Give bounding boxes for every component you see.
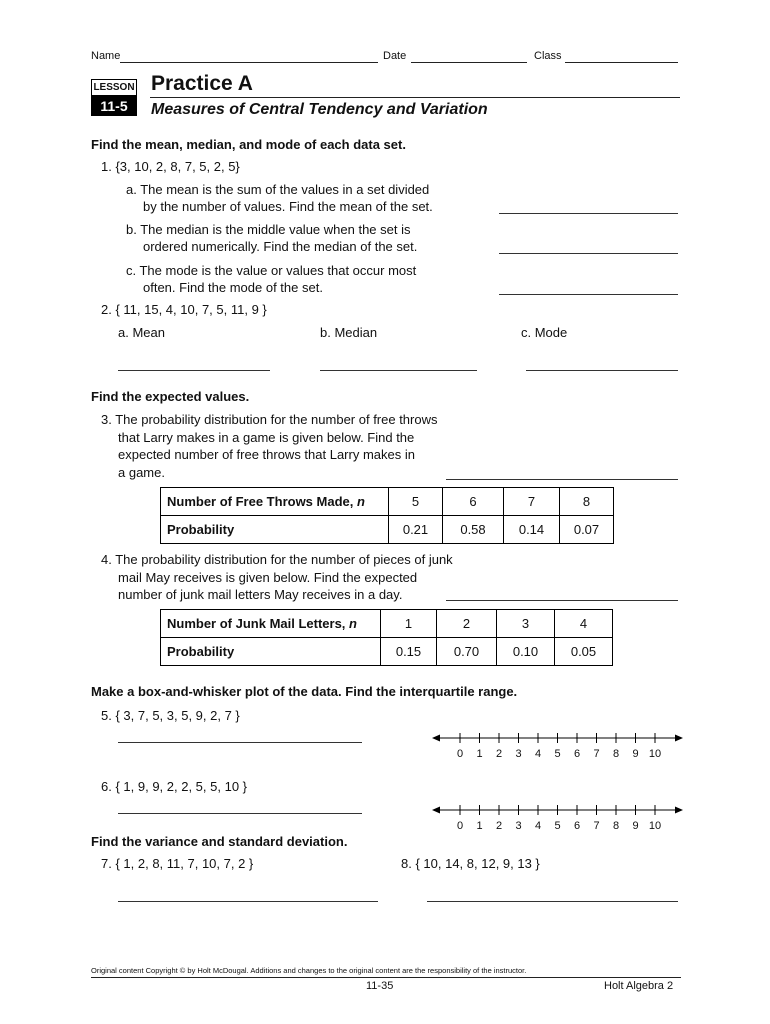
question-7-stem: 7. { 1, 2, 8, 11, 7, 10, 7, 2 } [101,856,254,871]
tick-label: 4 [534,820,542,832]
answer-3-blank[interactable] [446,479,678,480]
question-1-stem: 1. {3, 10, 2, 8, 7, 5, 2, 5} [101,159,240,174]
row-label: Number of Junk Mail Letters, [167,616,350,631]
tick-label: 9 [632,820,639,832]
table-cell: 0.70 [437,638,497,666]
question-1b-line1: b. The median is the middle value when the set is [126,222,411,237]
answer-2b-blank[interactable] [320,370,477,371]
question-1b-line2: ordered numerically. Find the median of the set. [143,239,418,254]
tick-label: 7 [593,820,600,832]
question-2b-label: b. Median [320,325,378,340]
title-rule [150,97,680,98]
tick-label: 1 [476,820,483,832]
table-cell: 5 [389,488,443,516]
arrow-left-icon [432,807,440,814]
table-cell: 4 [555,610,613,638]
section-heading-box-whisker: Make a box-and-whisker plot of the data. Find the interquartile range. [91,684,518,699]
name-field[interactable] [120,62,378,63]
tick-label: 8 [612,748,620,760]
variable-n: n [356,494,365,509]
table-header-cell: Probability [161,638,381,666]
question-4-line1: 4. The probability distribution for the number of pieces of junk [101,552,453,567]
question-3-line3: expected number of free throws that Larry makes in [118,447,415,462]
lesson-badge-number: 11-5 [91,96,137,116]
table-row [161,516,614,544]
question-8-stem: 8. { 10, 14, 8, 12, 9, 13 } [401,856,540,871]
question-1a-line2: by the number of values. Find the mean of the set. [143,199,433,214]
book-title: Holt Algebra 2 [604,980,674,992]
copyright-notice: Original content Copyright © by Holt McDougal. Additions and changes to the original content are the responsibility of the instructor. [91,966,527,975]
question-5-stem: 5. { 3, 7, 5, 3, 5, 9, 2, 7 } [101,708,240,723]
arrow-left-icon [432,735,440,742]
tick-label: 5 [554,748,561,760]
section-heading-expected-values: Find the expected values. [91,389,250,404]
tick-label: 3 [515,820,522,832]
table-row [161,638,613,666]
footer-rule [91,977,681,978]
tick-label: 10 [648,820,662,832]
table-cell: 6 [443,488,504,516]
table-header-cell [161,488,389,516]
tick-label: 0 [456,820,464,832]
tick-label: 9 [632,748,639,760]
question-1a-line1: a. The mean is the sum of the values in a set divided [126,182,430,197]
arrow-right-icon [675,807,683,814]
table-cell: 7 [504,488,560,516]
question-3-line1: 3. The probability distribution for the number of free throws [101,412,438,427]
tick-label: 2 [495,820,503,832]
tick-label: 8 [612,820,620,832]
tick-label: 5 [554,820,561,832]
arrow-right-icon [675,735,683,742]
variable-n: n [349,616,357,631]
table-cell: 1 [381,610,437,638]
number-line-q6 [430,800,685,836]
table-cell: 0.14 [504,516,560,544]
date-label: Date [383,50,407,62]
page-title: Practice A [151,72,253,95]
question-6-stem: 6. { 1, 9, 9, 2, 2, 5, 5, 10 } [101,779,247,794]
section-heading-central-tendency: Find the mean, median, and mode of each data set. [91,137,406,152]
answer-1b-blank[interactable] [499,253,678,254]
tick-label: 2 [495,748,503,760]
table-cell: 0.15 [381,638,437,666]
question-2-stem: 2. { 11, 15, 4, 10, 7, 5, 11, 9 } [101,302,267,317]
table-cell: 0.05 [555,638,613,666]
number-line-q5 [430,728,685,764]
answer-2a-blank[interactable] [118,370,270,371]
answer-8-blank[interactable] [427,901,678,902]
section-heading-variance: Find the variance and standard deviation. [91,834,348,849]
answer-1a-blank[interactable] [499,213,678,214]
tick-label: 3 [515,748,522,760]
question-4-line2: mail May receives is given below. Find the expected [118,570,418,585]
name-label: Name [91,50,121,62]
table-cell: 2 [437,610,497,638]
date-field[interactable] [411,62,527,63]
free-throws-table [160,487,614,544]
class-label: Class [534,50,562,62]
question-1c-line1: c. The mode is the value or values that occur most [126,263,417,278]
answer-5-blank[interactable] [118,742,362,743]
table-cell: 0.21 [389,516,443,544]
answer-1c-blank[interactable] [499,294,678,295]
table-header-cell: Probability [161,516,389,544]
table-cell: 0.10 [497,638,555,666]
table-row [161,488,614,516]
tick-label: 6 [573,820,581,832]
tick-label: 7 [593,748,600,760]
table-cell: 8 [560,488,614,516]
table-cell: 0.07 [560,516,614,544]
answer-4-blank[interactable] [446,600,678,601]
table-row [161,610,613,638]
tick-label: 6 [573,748,581,760]
question-3-line4: a game. [118,465,165,480]
question-1c-line2: often. Find the mode of the set. [143,280,323,295]
answer-6-blank[interactable] [118,813,362,814]
table-cell: 0.58 [443,516,504,544]
tick-label: 10 [648,748,662,760]
row-label: Number of Free Throws Made, [167,494,357,509]
lesson-badge-label: LESSON [91,79,137,96]
tick-label: 0 [456,748,464,760]
answer-7-blank[interactable] [118,901,378,902]
class-field[interactable] [565,62,678,63]
answer-2c-blank[interactable] [526,370,678,371]
question-3-line2: that Larry makes in a game is given below. Find the [118,430,415,445]
page-number: 11-35 [366,980,394,992]
question-4-line3: number of junk mail letters May receives in a day. [118,587,403,602]
question-2c-label: c. Mode [521,325,568,340]
page-subtitle: Measures of Central Tendency and Variation [151,101,488,118]
question-2a-label: a. Mean [118,325,165,340]
tick-label: 4 [534,748,542,760]
tick-label: 1 [476,748,483,760]
table-header-cell [161,610,381,638]
junk-mail-table [160,609,613,666]
table-cell: 3 [497,610,555,638]
